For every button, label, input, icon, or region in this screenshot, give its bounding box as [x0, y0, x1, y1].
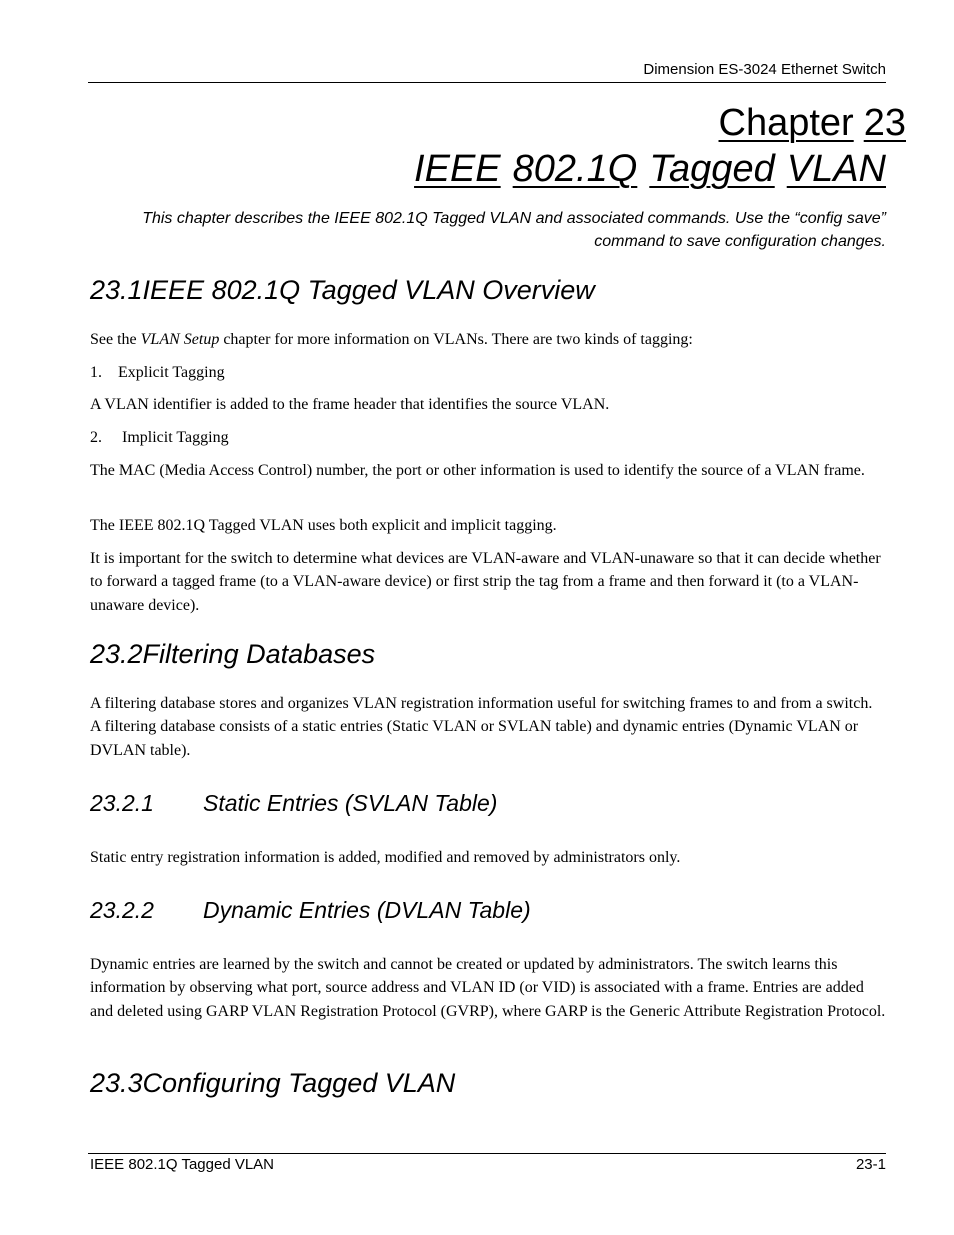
section-heading-23-1: 23.1IEEE 802.1Q Tagged VLAN Overview [90, 275, 595, 305]
chapter-label [328, 101, 928, 145]
running-header: Dimension ES-3024 Ethernet Switch [643, 61, 886, 78]
footer-rule [88, 1153, 886, 1154]
chapter-word: Chapter [718, 102, 854, 144]
list-item-implicit-tagging: 2. Implicit Tagging [90, 429, 229, 446]
page-number: 23-1 [855, 1156, 886, 1173]
title-word-3: Tagged [649, 148, 775, 190]
section-heading-23-3: 23.3Configuring Tagged VLAN [90, 1068, 456, 1098]
title-word-2: 802.1Q [512, 148, 638, 190]
chapter-title [88, 146, 886, 192]
paragraph-explicit-desc: A VLAN identifier is added to the frame header that identifies the source VLAN. [90, 396, 610, 413]
title-word-1: IEEE [414, 148, 501, 190]
list-item-explicit-tagging: 1. Explicit Tagging [90, 364, 225, 381]
paragraph-vlan-aware: It is important for the switch to determine what devices are VLAN-aware and VLAN-unaware so that it can decide whether to forward a tagged frame (to a VLAN-aware device) or first strip the tag from a frame and then forward it (to a VLAN-unaware device). [90, 550, 881, 614]
chapter-number: 23 [863, 102, 906, 144]
paragraph-both-tagging: The IEEE 802.1Q Tagged VLAN uses both explicit and implicit tagging. [90, 517, 557, 534]
subsection-heading-23-2-1: 23.2.1 Static Entries (SVLAN Table) [90, 790, 498, 816]
paragraph-implicit-desc: The MAC (Media Access Control) number, the port or other information is used to identify the source of a VLAN frame. [90, 462, 865, 479]
paragraph-static-entries: Static entry registration information is added, modified and removed by administrators only. [90, 849, 681, 866]
paragraph-filtering-db: A filtering database stores and organizes VLAN registration information useful for switching frames to and from a switch. A filtering database consists of a static entries (Static VLAN or SVLAN table) and dynamic entries (Dynamic VLAN or DVLAN table). [90, 695, 873, 759]
paragraph-see-vlan-setup: See the VLAN Setup chapter for more information on VLANs. There are two kinds of tagging: [90, 331, 693, 348]
footer-title: IEEE 802.1Q Tagged VLAN [90, 1156, 275, 1173]
chapter-intro: This chapter describes the IEEE 802.1Q Tagged VLAN and associated commands. Use the “config save” command to save configuration changes. [142, 210, 886, 250]
vlan-setup-reference: VLAN Setup [140, 331, 220, 348]
paragraph-dynamic-entries: Dynamic entries are learned by the switch and cannot be created or updated by administrators. The switch learns this information by observing what port, source address and VLAN ID (or VID) is associated with a frame. Entries are added and deleted using GARP VLAN Registration Protocol (GVRP), where GARP is the Generic Attribute Registration Protocol. [90, 956, 886, 1020]
title-word-4: VLAN [786, 148, 886, 190]
header-rule [88, 82, 886, 83]
subsection-heading-23-2-2: 23.2.2 Dynamic Entries (DVLAN Table) [90, 897, 531, 923]
section-heading-23-2: 23.2Filtering Databases [90, 639, 376, 669]
